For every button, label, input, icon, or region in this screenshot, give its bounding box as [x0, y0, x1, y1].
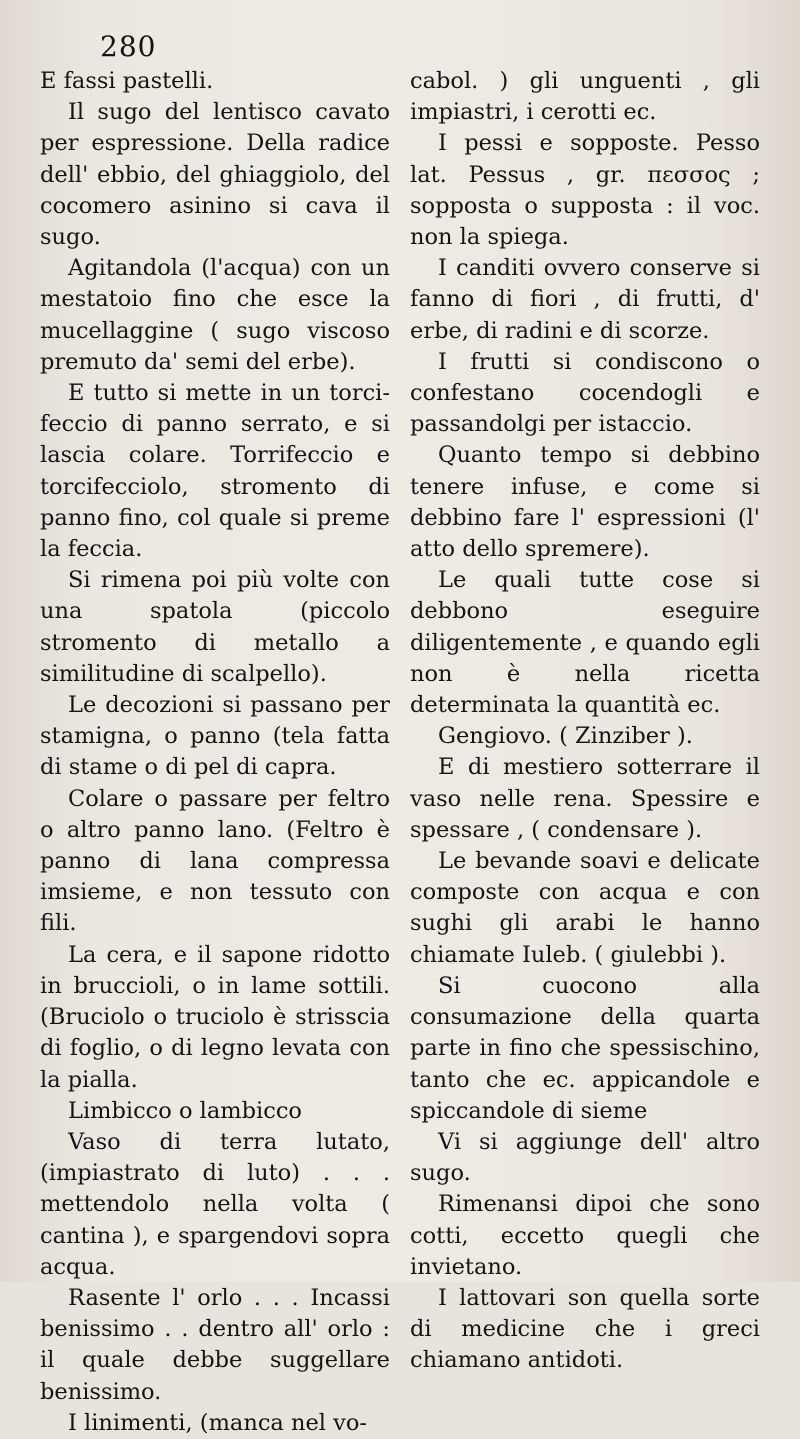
paragraph: I linimenti, (manca nel vo- [68, 1409, 368, 1436]
paragraph: E tutto si mette in un torci-feccio di panno serrato, e si lascia colare. Torrifeccio e torcifecciolo, stromento di panno fino, col quale si preme la feccia. [40, 380, 390, 563]
paragraph: cabol. ) gli unguenti , gli impiastri, i cerotti ec. [410, 68, 760, 126]
paragraph: Le quali tutte cose si debbono eseguire diligentemente , e quando egli non è nella ricetta determinata la quantità ec. [410, 567, 760, 719]
paragraph: E fassi pastelli. [40, 68, 214, 94]
paragraph: Vaso di terra lutato, (impiastrato di luto) . . . mettendolo nella volta ( cantina ), e spargendovi sopra acqua. [40, 1128, 390, 1280]
paragraph: Quanto tempo si debbino tenere infuse, e come si debbino fare l' espressioni (l' atto dello spremere). [410, 442, 760, 563]
paragraph: Limbicco o lambicco [68, 1097, 302, 1124]
paragraph: Si rimena poi più volte con una spatola (piccolo stromento di metallo a similitudine di scalpello). [40, 567, 390, 687]
paragraph: La cera, e il sapone ridotto in bruccioli, o in lame sottili. (Bruciolo o truciolo è strisscia di foglio, o di legno levata con la pialla. [40, 941, 390, 1093]
paragraph: I pessi e sopposte. Pesso lat. Pessus , gr. πεσσος ; sopposta o supposta : il voc. non la spiega. [410, 130, 760, 251]
page-number: 280 [100, 30, 157, 63]
paragraph: I canditi ovvero conserve si fanno di fiori , di frutti, d' erbe, di radini e di scorze. [410, 255, 760, 344]
paragraph: Il sugo del lentisco cavato per espressione. Della radice dell' ebbio, del ghiaggiolo, del cocomero asinino si cava il sugo. [40, 99, 390, 251]
paragraph: I lattovari son quella sorte di medicine che i greci chiamano antidoti. [410, 1284, 760, 1374]
paragraph: Rimenansi dipoi che sono cotti, eccetto quegli che invietano. [410, 1191, 760, 1280]
paragraph: Gengiovo. ( Zinziber ). [438, 723, 693, 750]
paragraph: Colare o passare per feltro o altro panno lano. (Feltro è panno di lana compressa imsieme, e non tessuto con fili. [40, 785, 390, 937]
right-column [410, 66, 760, 1377]
paragraph: Le decozioni si passano per stamigna, o panno (tela fatta di stame o di pel di capra. [40, 692, 390, 781]
paragraph: E di mestiero sotterrare il vaso nelle rena. Spessire e spessare , ( condensare ). [410, 754, 760, 843]
paragraph: Le bevande soavi e delicate composte con acqua e con sughi gli arabi le hanno chiamate Iuleb. ( giulebbi ). [410, 848, 760, 968]
paragraph: Rasente l' orlo . . . Incassi benissimo . . dentro all' orlo : il quale debbe suggellare benissimo. [40, 1284, 390, 1405]
paragraph: Vi si aggiunge dell' altro sugo. [410, 1128, 760, 1187]
left-column [40, 66, 390, 1439]
paragraph: Si cuocono alla consumazione della quarta parte in fino che spessischino, tanto che ec. appicandole e spiccandole di sieme [410, 972, 760, 1124]
paragraph: I frutti si condiscono o confestano cocendogli e passandolgi per istaccio. [410, 348, 760, 438]
paragraph: Agitandola (l'acqua) con un mestatoio fino che esce la mucellaggine ( sugo viscoso premuto da' semi del erbe). [40, 255, 390, 375]
